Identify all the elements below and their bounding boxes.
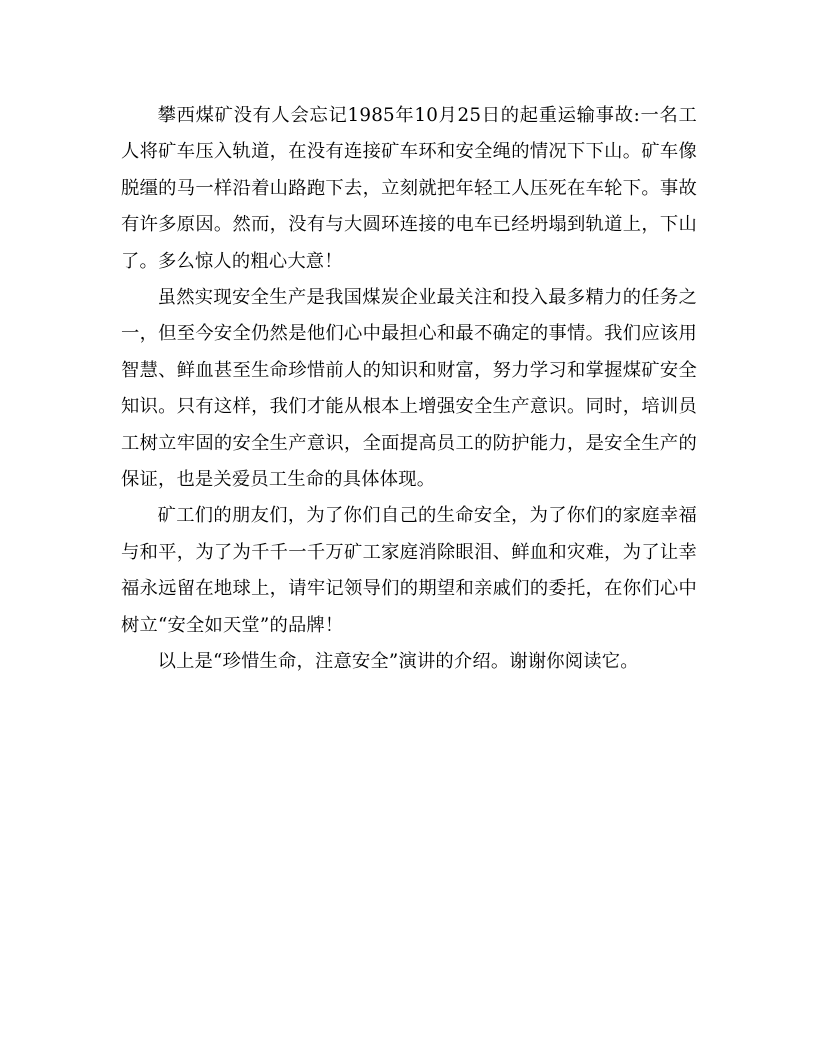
document-page	[121, 98, 697, 681]
paragraph-closing: 以上是“珍惜生命，注意安全”演讲的介绍。谢谢你阅读它。	[157, 651, 639, 673]
paragraph-appeal-to-miners: 矿工们的朋友们，为了你们自己的生命安全，为了你们的家庭幸福与和平，为了为千千一千万矿工家庭消除眼泪、鲜血和灾难，为了让幸福永远留在地球上，请牢记领导们的期望和亲戚们的委托，在你们心中树立“安全如天堂”的品牌！	[121, 505, 697, 636]
paragraph-accident: 攀西煤矿没有人会忘记1985年10月25日的起重运输事故:一名工人将矿车压入轨道，在没有连接矿车环和安全绳的情况下下山。矿车像脱缰的马一样沿着山路跑下去，立刻就把年轻工人压死在车轮下。事故有许多原因。然而，没有与大圆环连接的电车已经坍塌到轨道上，下山了。多么惊人的粗心大意！	[121, 105, 697, 272]
paragraph-safety-production: 虽然实现安全生产是我国煤炭企业最关注和投入最多精力的任务之一，但至今安全仍然是他们心中最担心和最不确定的事情。我们应该用智慧、鲜血甚至生命珍惜前人的知识和财富，努力学习和掌握煤矿安全知识。只有这样，我们才能从根本上增强安全生产意识。同时，培训员工树立牢固的安全生产意识，全面提高员工的防护能力，是安全生产的保证，也是关爱员工生命的具体体现。	[121, 287, 697, 491]
